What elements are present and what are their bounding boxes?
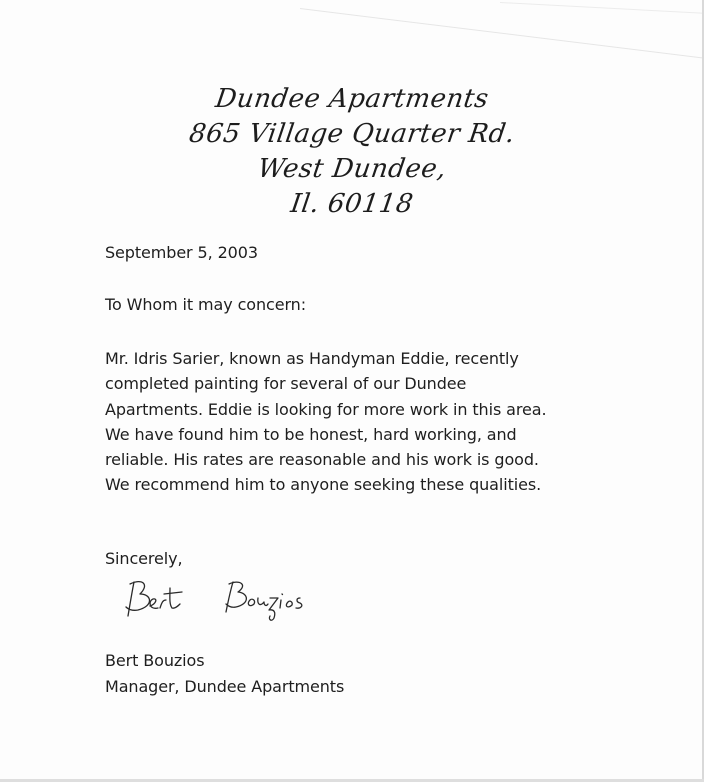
body-line: Apartments. Eddie is looking for more work in this area.: [105, 399, 547, 419]
body-line: Mr. Idris Sarier, known as Handyman Eddie, recently: [105, 349, 519, 368]
scan-artifact-line: [300, 8, 704, 60]
body-line: We recommend him to anyone seeking these qualities.: [105, 475, 542, 495]
handwritten-signature: [118, 576, 328, 626]
body-line: We have found him to be honest, hard working, and: [105, 424, 517, 444]
letter-date: September 5, 2003: [105, 243, 258, 262]
signer-name: Bert Bouzios: [105, 651, 205, 670]
body-line: reliable. His rates are reasonable and his work is good.: [105, 450, 539, 470]
letterhead-company-name: Dundee Apartments: [213, 84, 491, 114]
signer-title: Manager, Dundee Apartments: [105, 677, 345, 696]
letterhead-street-address: 865 Village Quarter Rd.: [187, 119, 517, 149]
letterhead-state-zip: Il. 60118: [288, 189, 416, 219]
letter-closing: Sincerely,: [105, 549, 183, 568]
letterhead: [0, 82, 704, 222]
letter-salutation: To Whom it may concern:: [105, 295, 306, 314]
body-line: completed painting for several of our Dundee: [105, 374, 467, 394]
letter-body: [105, 346, 665, 498]
scan-artifact-line: [500, 2, 704, 15]
letterhead-city: West Dundee,: [255, 154, 449, 184]
